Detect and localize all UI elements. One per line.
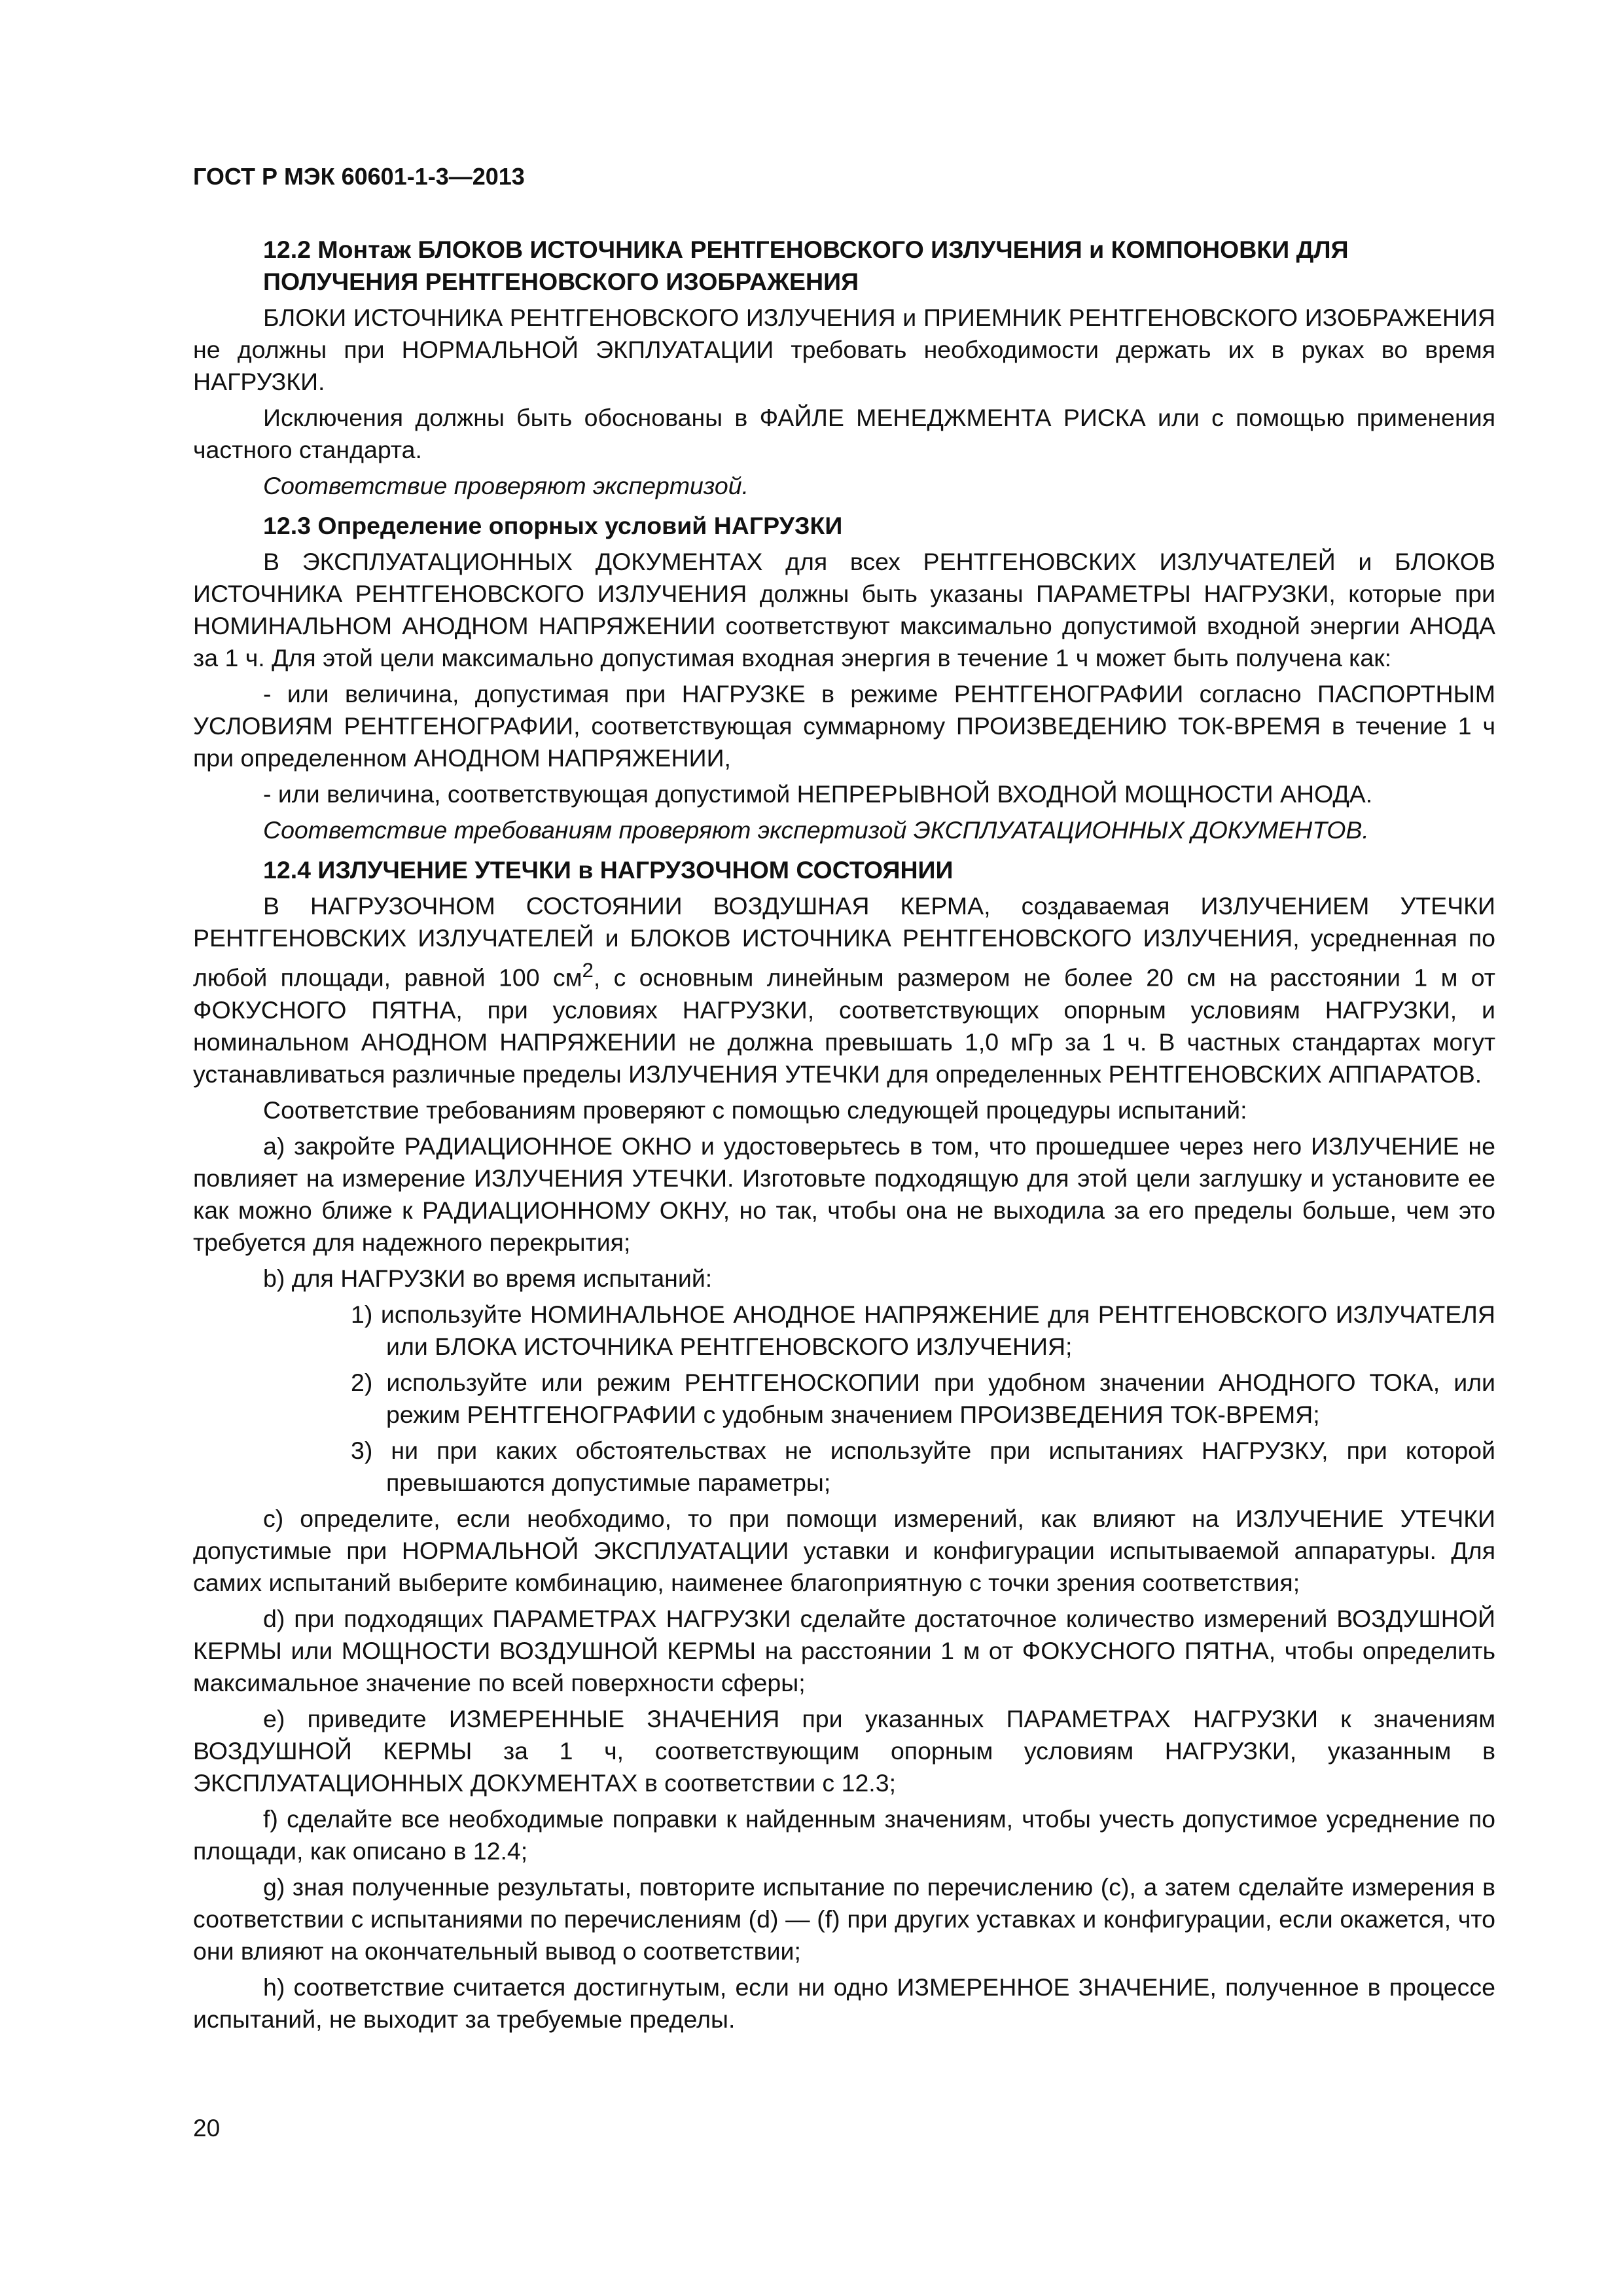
page-number: 20	[193, 2115, 221, 2142]
procedure-subitem-1: 1) используйте НОМИНАЛЬНОЕ АНОДНОЕ НАПРЯЖЕНИЕ для РЕНТГЕНОВСКОГО ИЗЛУЧАТЕЛЯ или БЛОКА ИСТОЧНИКА РЕНТГЕНОВСКОГО ИЗЛУЧЕНИЯ;	[351, 1300, 1495, 1360]
procedure-item-a: a) закройте РАДИАЦИОННОЕ ОКНО и удостоверьтесь в том, что прошедшее через него ИЗЛУЧЕНИЕ не повлияет на измерение ИЗЛУЧЕНИЯ УТЕЧКИ. Изготовьте подходящую для этой цели заглушку и установите ее как можно ближе к РАДИАЦИОННОМУ ОКНУ, но так, чтобы она не выходила за его пределы больше, чем это требуется для надежного перекрытия;	[193, 1132, 1495, 1256]
procedure-item-b: b) для НАГРУЗКИ во время испытаний:	[263, 1264, 713, 1292]
dash-list-item: - или величина, соответствующая допустимой НЕПРЕРЫВНОЙ ВХОДНОЙ МОЩНОСТИ АНОДА.	[263, 780, 1373, 808]
procedure-subitem-2: 2) используйте или режим РЕНТГЕНОСКОПИИ при удобном значении АНОДНОГО ТОКА, или режим РЕНТГЕНОГРАФИИ с удобным значением ПРОИЗВЕДЕНИЯ ТОК-ВРЕМЯ;	[351, 1368, 1495, 1428]
procedure-subitem-3: 3) ни при каких обстоятельствах не используйте при испытаниях НАГРУЗКУ, при которой превышаются допустимые параметры;	[351, 1436, 1495, 1496]
procedure-item-c: c) определите, если необходимо, то при помощи измерений, как влияют на ИЗЛУЧЕНИЕ УТЕЧКИ допустимые при НОРМАЛЬНОЙ ЭКСПЛУАТАЦИИ уставки и конфигурации испытываемой аппаратуры. Для самих испытаний выберите комбинацию, наименее благоприятную с точки зрения соответствия;	[193, 1504, 1495, 1596]
procedure-item-e: e) приведите ИЗМЕРЕННЫЕ ЗНАЧЕНИЯ при указанных ПАРАМЕТРАХ НАГРУЗКИ к значениям ВОЗДУШНОЙ КЕРМЫ за 1 ч, соответствующим опорным условиям НАГРУЗКИ, указанным в ЭКСПЛУАТАЦИОННЫХ ДОКУМЕНТАХ в соответствии с 12.3;	[193, 1704, 1495, 1797]
paragraph-text: , с основным линейным размером не более 20 см на расстоянии 1 м от ФОКУСНОГО ПЯТНА, при условиях НАГРУЗКИ, соответствующих опорным условиям НАГРУЗКИ, и номинальном АНОДНОМ НАПРЯЖЕНИИ не должна превышать 1,0 мГр за 1 ч. В частных стандартах могут устанавливаться различные пределы ИЗЛУЧЕНИЯ УТЕЧКИ для определенных РЕНТГЕНОВСКИХ АППАРАТОВ.	[193, 963, 1495, 1088]
dash-list-item: - или величина, допустимая при НАГРУЗКЕ в режиме РЕНТГЕНОГРАФИИ согласно ПАСПОРТНЫМ УСЛОВИЯМ РЕНТГЕНОГРАФИИ, соответствующая суммарному ПРОИЗВЕДЕНИЮ ТОК-ВРЕМЯ в течение 1 ч при определенном АНОДНОМ НАПРЯЖЕНИИ,	[193, 680, 1495, 772]
superscript-2: 2	[582, 959, 594, 982]
compliance-check-note: Соответствие требованиям проверяют экспертизой ЭКСПЛУАТАЦИОННЫХ ДОКУМЕНТОВ.	[263, 816, 1369, 844]
section-12-2-paragraph: Исключения должны быть обоснованы в ФАЙЛЕ МЕНЕДЖМЕНТА РИСКА или с помощью применения частного стандарта.	[193, 404, 1495, 463]
procedure-item-g: g) зная полученные результаты, повторите испытание по перечислению (c), а затем сделайте измерения в соответствии с испытаниями по перечислениям (d) — (f) при других уставках и конфигурации, если окажется, что они влияют на окончательный вывод о соответствии;	[193, 1873, 1495, 1965]
section-12-2-heading: 12.2 Монтаж БЛОКОВ ИСТОЧНИКА РЕНТГЕНОВСКОГО ИЗЛУЧЕНИЯ и КОМПОНОВКИ ДЛЯ ПОЛУЧЕНИЯ РЕНТГЕНОВСКОГО ИЗОБРАЖЕНИЯ	[263, 236, 1349, 295]
procedure-item-h: h) соответствие считается достигнутым, если ни одно ИЗМЕРЕННОЕ ЗНАЧЕНИЕ, полученное в процессе испытаний, не выходит за требуемые пределы.	[193, 1973, 1495, 2033]
procedure-item-f: f) сделайте все необходимые поправки к найденным значениям, чтобы учесть допустимое усреднение по площади, как описано в 12.4;	[193, 1804, 1495, 1865]
section-12-3-paragraph: В ЭКСПЛУАТАЦИОННЫХ ДОКУМЕНТАХ для всех РЕНТГЕНОВСКИХ ИЗЛУЧАТЕЛЕЙ и БЛОКОВ ИСТОЧНИКА РЕНТГЕНОВСКОГО ИЗЛУЧЕНИЯ должны быть указаны ПАРАМЕТРЫ НАГРУЗКИ, которые при НОМИНАЛЬНОМ АНОДНОМ НАПРЯЖЕНИИ соответствуют максимально допустимой входной энергии АНОДА за 1 ч. Для этой цели максимально допустимая входная энергия в течение 1 ч может быть получена как:	[193, 548, 1495, 672]
section-12-4-paragraph	[193, 890, 1495, 1090]
document-header: ГОСТ Р МЭК 60601-1-3—2013	[193, 163, 525, 190]
section-12-2-paragraph: БЛОКИ ИСТОЧНИКА РЕНТГЕНОВСКОГО ИЗЛУЧЕНИЯ и ПРИЕМНИК РЕНТГЕНОВСКОГО ИЗОБРАЖЕНИЯ не должны при НОРМАЛЬНОЙ ЭКПЛУАТАЦИИ требовать необходимости держать их в руках во время НАГРУЗКИ.	[193, 304, 1495, 395]
section-12-4-heading: 12.4 ИЗЛУЧЕНИЕ УТЕЧКИ в НАГРУЗОЧНОМ СОСТОЯНИИ	[263, 856, 954, 884]
paragraph-text: В НАГРУЗОЧНОМ СОСТОЯНИИ ВОЗДУШНАЯ КЕРМА, создаваемая ИЗЛУЧЕНИЕМ УТЕЧКИ РЕНТГЕНОВСКИХ ИЗЛУЧАТЕЛЕЙ и БЛОКОВ ИСТОЧНИКА РЕНТГЕНОВСКОГО ИЗЛУЧЕНИЯ, усредненная по любой площади, равной 100 см	[193, 892, 1495, 992]
document-body	[193, 226, 1495, 2039]
section-12-3-heading: 12.3 Определение опорных условий НАГРУЗКИ	[263, 512, 843, 539]
test-procedure-intro: Соответствие требованиям проверяют с помощью следующей процедуры испытаний:	[263, 1096, 1247, 1124]
procedure-item-d: d) при подходящих ПАРАМЕТРАХ НАГРУЗКИ сделайте достаточное количество измерений ВОЗДУШНОЙ КЕРМЫ или МОЩНОСТИ ВОЗДУШНОЙ КЕРМЫ на расстоянии 1 м от ФОКУСНОГО ПЯТНА, чтобы определить максимальное значение по всей поверхности сферы;	[193, 1604, 1495, 1696]
compliance-check-note: Соответствие проверяют экспертизой.	[263, 472, 749, 499]
